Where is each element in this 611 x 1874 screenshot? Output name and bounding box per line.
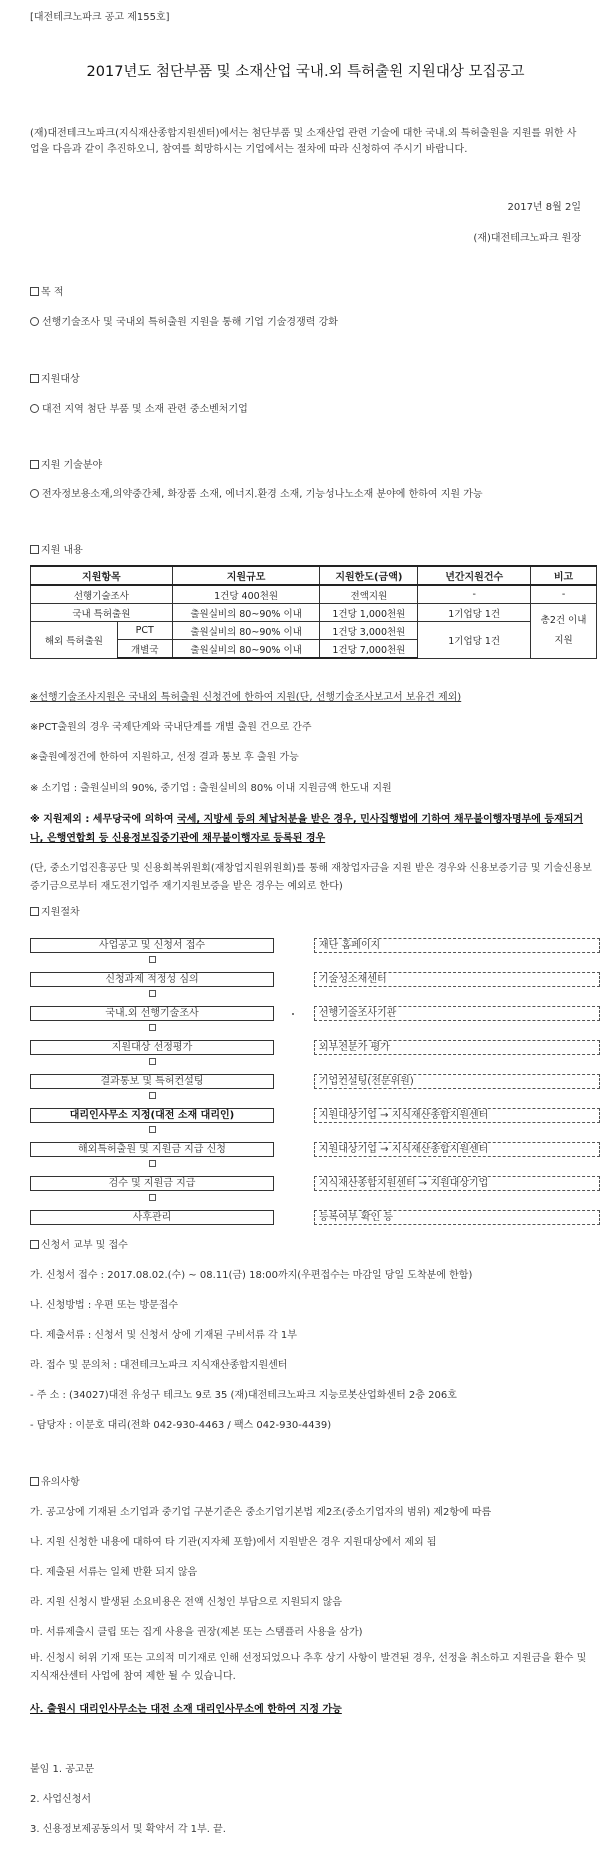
- caution-item: 바. 신청시 허위 기재 또는 고의적 미기재로 인해 선정되었으나 추후 상기 사항이 발견된 경우, 선정을 취소하고 지원금을 환수 및 지식재산센터 사업에 참여 제한 될 수 있습니다.: [30, 1653, 587, 1682]
- flow-step-7: 해외특허출원 및 지원금 지급 신청: [30, 1142, 274, 1157]
- table-cell: 1건당 400천원: [172, 585, 320, 604]
- square-bullet-icon: [30, 1240, 39, 1249]
- table-header-row: [31, 566, 597, 585]
- table-cell: 해외 특허출원: [31, 622, 118, 659]
- application-method: 나. 신청방법 : 우편 또는 방문접수: [30, 1300, 179, 1311]
- table-cell: 1건당 3,000천원: [320, 622, 418, 640]
- table-cell: 국내 특허출원: [31, 604, 173, 622]
- table-row: [31, 604, 597, 622]
- table-cell: 총2건 이내 지원: [531, 604, 597, 659]
- content-heading: 지원 내용: [30, 541, 83, 556]
- flow-connector-icon: [149, 1160, 156, 1167]
- note-prior-art: ※선행기술조사지원은 국내외 특허출원 신청건에 한하여 지원(단, 선행기술조사보고서 보유건 제외): [30, 692, 462, 703]
- table-cell: 1기업당 1건: [418, 604, 531, 622]
- note-ratio: ※ 소기업 : 출원실비의 90%, 중기업 : 출원실비의 80% 이내 지원금액 한도내 지원: [30, 783, 392, 794]
- flow-connector-icon: [149, 1194, 156, 1201]
- note-planned: ※출원예정건에 한하여 지원하고, 선정 결과 통보 후 출원 가능: [30, 752, 299, 763]
- issuer: (재)대전테크노파크 원장: [473, 233, 581, 244]
- flow-step-3: 국내.외 선행기술조사: [30, 1006, 274, 1021]
- table-row: [31, 585, 597, 604]
- table-cell: -: [531, 585, 597, 604]
- caution-item: 나. 지원 신청한 내용에 대하여 타 기관(지자체 포함)에서 지원받은 경우 지원대상에서 제외 됨: [30, 1537, 437, 1548]
- table-cell: -: [418, 585, 531, 604]
- column-header: 지원규모: [172, 566, 320, 585]
- table-cell: 출원실비의 80~90% 이내: [172, 604, 320, 622]
- flow-note-7: 지원대상기업 → 지식재산종합지원센터: [314, 1142, 600, 1157]
- flow-connector-icon: [149, 1024, 156, 1031]
- square-bullet-icon: [30, 1477, 39, 1486]
- dot-marker: [292, 1013, 294, 1015]
- flow-step-9: 사후관리: [30, 1210, 274, 1225]
- application-heading: 신청서 교부 및 접수: [30, 1236, 128, 1251]
- flow-note-5: 기업컨설팅(전문위원): [314, 1074, 600, 1089]
- circle-bullet-icon: [30, 317, 39, 326]
- flow-step-4: 지원대상 선정평가: [30, 1040, 274, 1055]
- flow-step-5: 결과통보 및 특허컨설팅: [30, 1074, 274, 1089]
- table-cell: 1기업당 1건: [418, 622, 531, 659]
- announcement-date: 2017년 8월 2일: [507, 202, 581, 213]
- flow-note-6: 지원대상기업 → 지식재산종합지원센터: [314, 1108, 600, 1123]
- circle-bullet-icon: [30, 404, 39, 413]
- flow-step-1: 사업공고 및 신청서 접수: [30, 938, 274, 953]
- flow-note-4: 외부전문가 평가: [314, 1040, 600, 1055]
- square-bullet-icon: [30, 545, 39, 554]
- procedure-heading: 지원절차: [30, 903, 80, 918]
- application-address: - 주 소 : (34027)대전 유성구 테크노 9로 35 (재)대전테크노파크 지능로봇산업화센터 2층 206호: [30, 1390, 457, 1401]
- square-bullet-icon: [30, 287, 39, 296]
- notice-number: [대전테크노파크 공고 제155호]: [30, 12, 170, 23]
- application-contact: 라. 접수 및 문의처 : 대전테크노파크 지식재산종합지원센터: [30, 1360, 288, 1371]
- table-cell: 출원실비의 80~90% 이내: [172, 622, 320, 640]
- flow-step-6: 대리인사무소 지정(대전 소재 대리인): [30, 1108, 274, 1123]
- caution-item-agent: 사. 출원시 대리인사무소는 대전 소재 대리인사무소에 한하여 지정 가능: [30, 1704, 342, 1715]
- support-table: [30, 565, 597, 659]
- target-heading: 지원대상: [30, 370, 80, 385]
- flow-note-3: 선행기술조사기관: [314, 1006, 600, 1021]
- page-title: 2017년도 첨단부품 및 소재산업 국내.외 특허출원 지원대상 모집공고: [86, 64, 525, 80]
- field-text: 전자정보용소재,의약중간체, 화장품 소재, 에너지.환경 소재, 기능성나노소재 분야에 한하여 지원 가능: [30, 485, 590, 500]
- table-cell: 선행기술조사: [31, 585, 173, 604]
- application-person: - 담당자 : 이문호 대리(전화 042-930-4463 / 팩스 042-930-4439): [30, 1420, 332, 1431]
- application-documents: 다. 제출서류 : 신청서 및 신청서 상에 기재된 구비서류 각 1부: [30, 1330, 297, 1341]
- attachment-item: 붙임 1. 공고문: [30, 1764, 95, 1775]
- table-cell: PCT: [117, 622, 172, 640]
- note-exclusion: ※ 지원제외 : 세무당국에 의하여 국세, 지방세 등의 체납처분을 받은 경우, 민사집행법에 기하여 채무불이행자명부에 등재되거나, 은행연합회 등 신용정보집중기관에 채무불이행자로 등록된 경우: [30, 814, 584, 844]
- column-header: 지원한도(금액): [320, 566, 418, 585]
- column-header: 비고: [531, 566, 597, 585]
- attachment-item: 2. 사업신청서: [30, 1794, 92, 1805]
- flow-note-8: 지식재산종합지원센터 → 지원대상기업: [314, 1176, 600, 1191]
- caution-item: 마. 서류제출시 클립 또는 집게 사용을 권장(제본 또는 스탬플러 사용을 삼가): [30, 1627, 363, 1638]
- flow-note-1: 재단 홈페이지: [314, 938, 600, 953]
- purpose-heading: 목 적: [30, 283, 64, 298]
- column-header: 지원항목: [31, 566, 173, 585]
- flow-note-9: 등록여부 확인 등: [314, 1210, 600, 1225]
- flow-connector-icon: [149, 990, 156, 997]
- table-cell: 출원실비의 80~90% 이내: [172, 640, 320, 659]
- flow-connector-icon: [149, 1092, 156, 1099]
- caution-item: 라. 지원 신청시 발생된 소요비용은 전액 신청인 부담으로 지원되지 않음: [30, 1597, 342, 1608]
- square-bullet-icon: [30, 460, 39, 469]
- caution-item: 다. 제출된 서류는 일체 반환 되지 않음: [30, 1567, 198, 1578]
- circle-bullet-icon: [30, 489, 39, 498]
- flow-step-8: 검수 및 지원금 지급: [30, 1176, 274, 1191]
- flow-step-2: 신청과제 적정성 심의: [30, 972, 274, 987]
- note-exception: (단, 중소기업진흥공단 및 신용회복위원회(재창업지원위원회)를 통해 재창업자금을 지원 받은 경우와 신용보증기금 및 기술신용보증기금으로부터 재도전기업주 재기지원보증을 받은 경우는 예외로 한다): [30, 863, 592, 892]
- attachment-item: 3. 신용정보제공동의서 및 확약서 각 1부. 끝.: [30, 1824, 226, 1835]
- table-cell: 개별국: [117, 640, 172, 659]
- application-period: 가. 신청서 접수 : 2017.08.02.(수) ~ 08.11(금) 18:00까지(우편접수는 마감일 당일 도착분에 한함): [30, 1270, 473, 1281]
- caution-item: 가. 공고상에 기재된 소기업과 중기업 구분기준은 중소기업기본법 제2조(중소기업자의 범위) 제2항에 따름: [30, 1507, 492, 1518]
- table-cell: 전액지원: [320, 585, 418, 604]
- purpose-text: 선행기술조사 및 국내외 특허출원 지원을 통해 기업 기술경쟁력 강화: [30, 313, 590, 328]
- square-bullet-icon: [30, 907, 39, 916]
- flow-connector-icon: [149, 1058, 156, 1065]
- table-cell: 1건당 1,000천원: [320, 604, 418, 622]
- table-cell: 1건당 7,000천원: [320, 640, 418, 659]
- note-pct: ※PCT출원의 경우 국제단계와 국내단계를 개별 출원 건으로 간주: [30, 722, 312, 733]
- target-text: 대전 지역 첨단 부품 및 소재 관련 중소벤처기업: [30, 400, 590, 415]
- field-heading: 지원 기술분야: [30, 456, 102, 471]
- column-header: 년간지원건수: [418, 566, 531, 585]
- flow-note-2: 기술성소재센터: [314, 972, 600, 987]
- square-bullet-icon: [30, 374, 39, 383]
- cautions-heading: 유의사항: [30, 1473, 80, 1488]
- table-row: [31, 622, 597, 640]
- flow-connector-icon: [149, 1126, 156, 1133]
- flow-connector-icon: [149, 956, 156, 963]
- intro-paragraph: (재)대전테크노파크(지식재산종합지원센터)에서는 첨단부품 및 소재산업 관련 기술에 대한 국내.외 특허출원을 지원를 위한 사업을 다음과 같이 추진하오니, 참여를 희망하시는 기업에서는 절차에 따라 신청하여 주시기 바랍니다.: [30, 128, 577, 155]
